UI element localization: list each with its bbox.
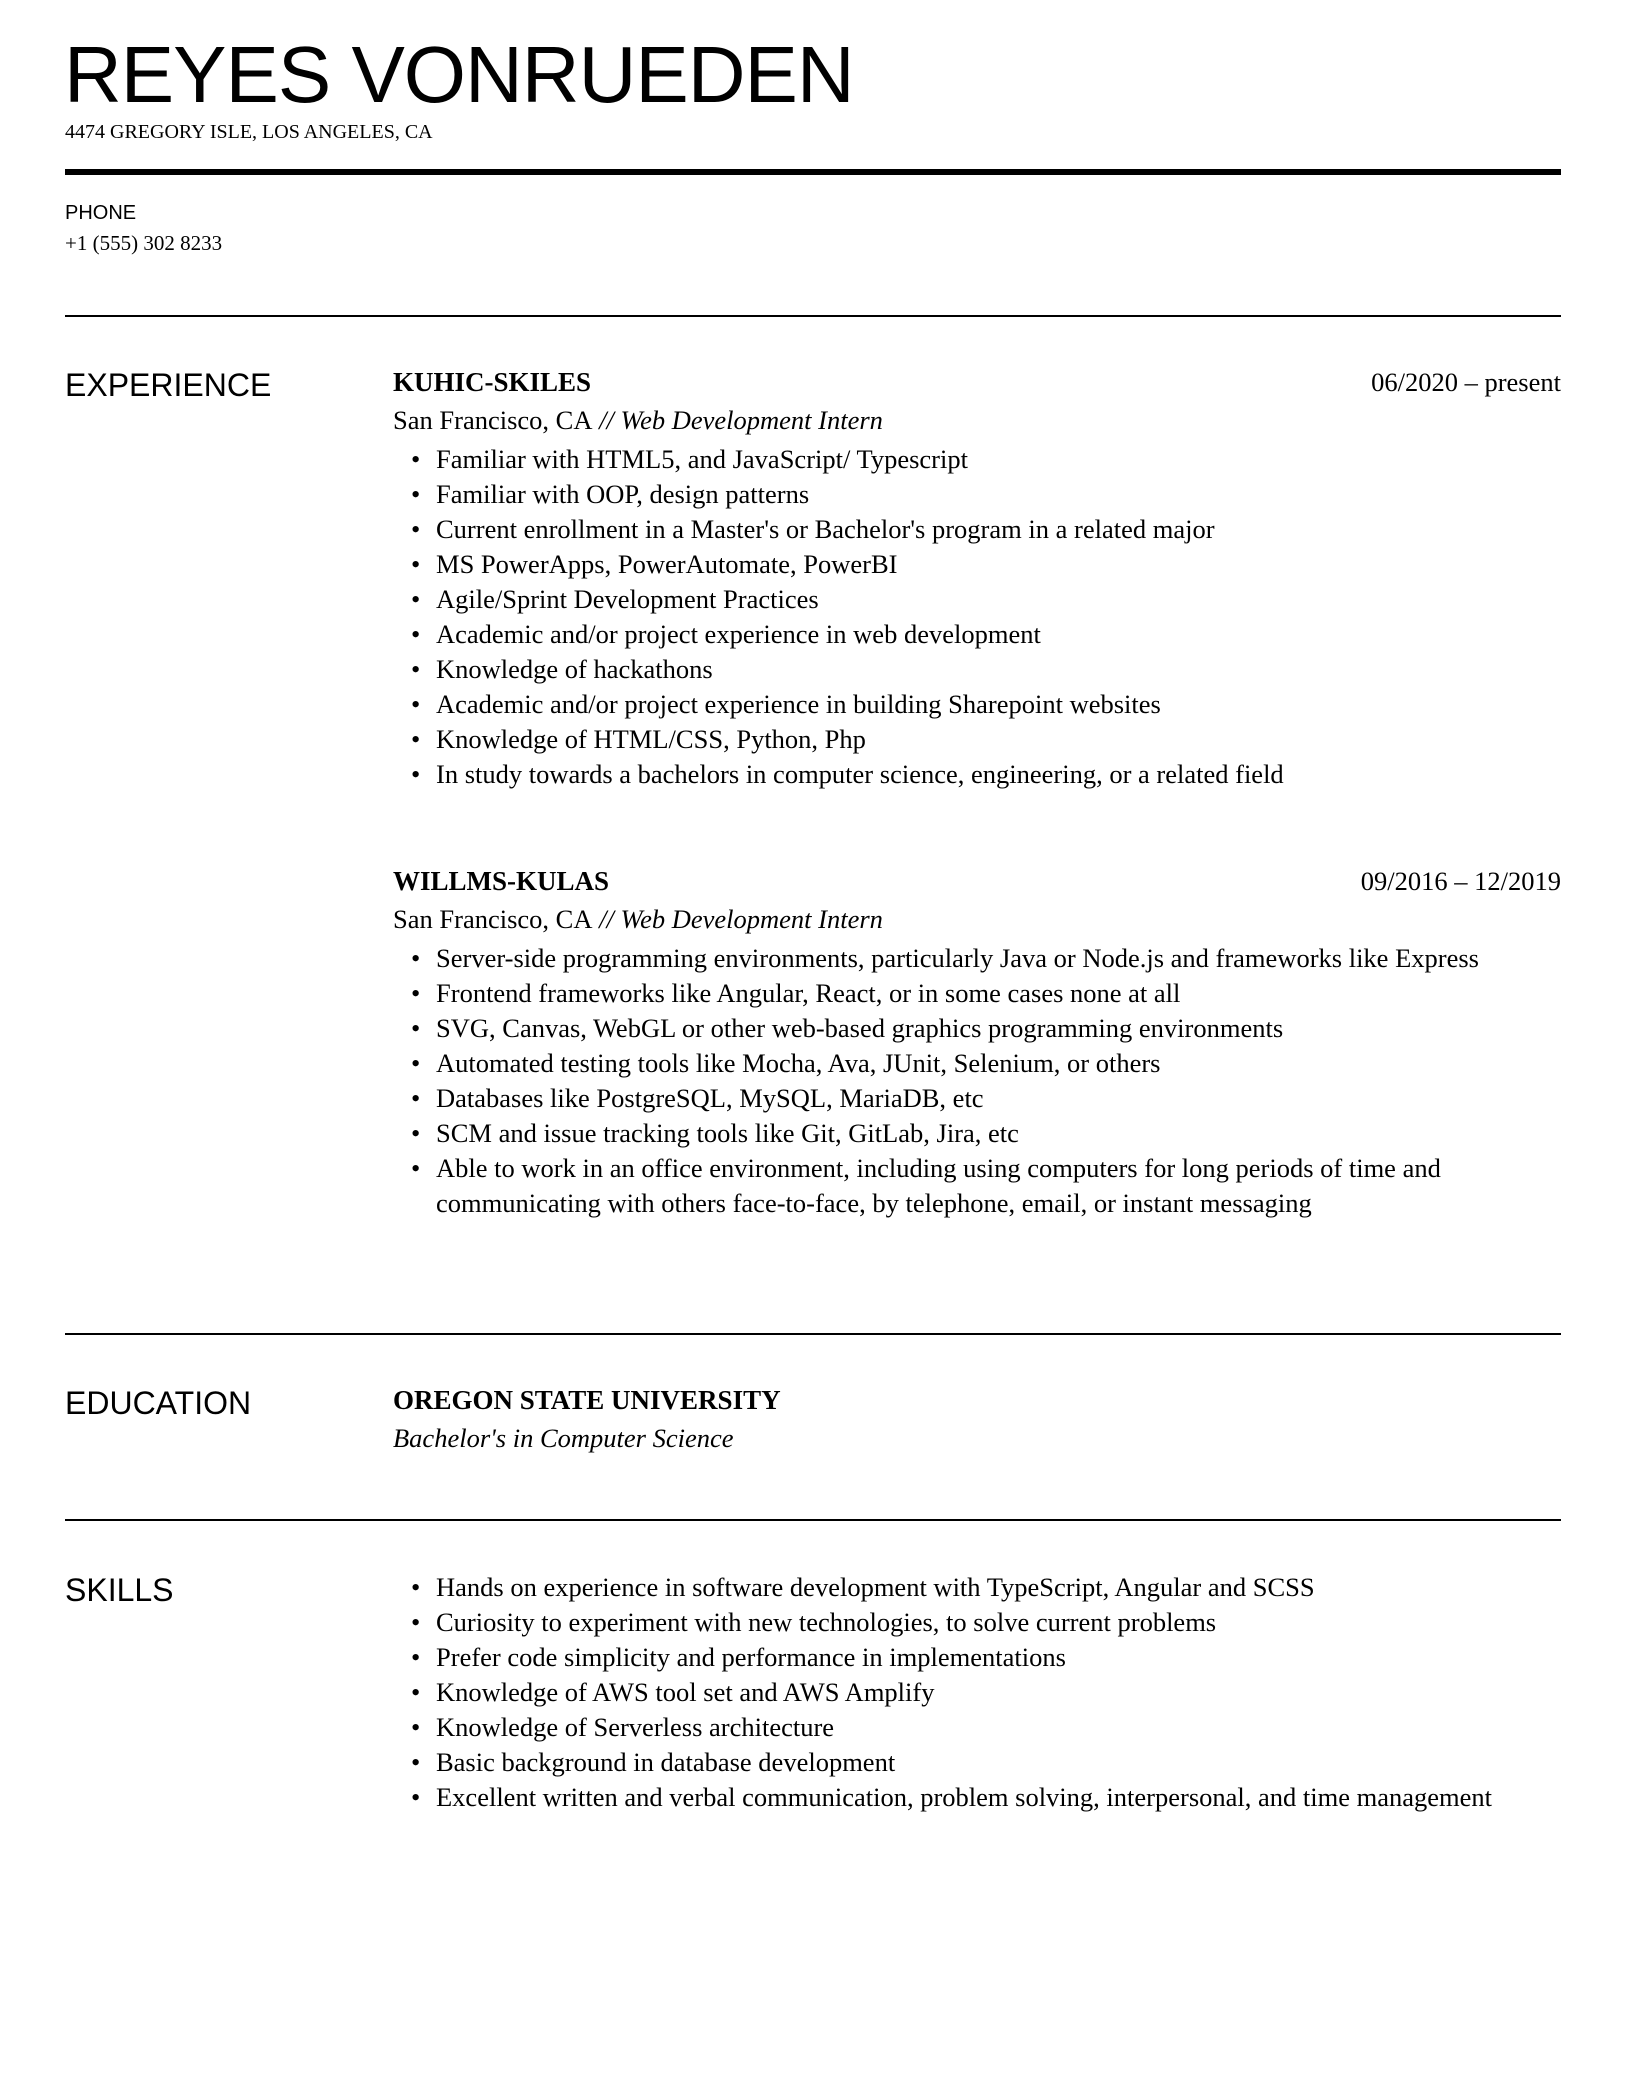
- skills-heading: SKILLS: [65, 1572, 174, 1608]
- list-item: • Knowledge of AWS tool set and AWS Amplify: [393, 1675, 1561, 1710]
- list-item: • Agile/Sprint Development Practices: [393, 582, 1561, 617]
- experience-heading: EXPERIENCE: [65, 367, 272, 403]
- list-item: • Academic and/or project experience in building Sharepoint websites: [393, 687, 1561, 722]
- divider: [65, 1333, 1561, 1335]
- list-item: • SCM and issue tracking tools like Git, GitLab, Jira, etc: [393, 1116, 1561, 1151]
- list-item: • Current enrollment in a Master's or Bachelor's program in a related major: [393, 512, 1561, 547]
- education-entry: [393, 1382, 1561, 1458]
- company-name: WILLMS-KULAS: [393, 866, 610, 896]
- separator: //: [592, 405, 621, 435]
- phone-label: PHONE: [65, 202, 137, 224]
- header-divider: [65, 169, 1561, 175]
- job-title: Web Development Intern: [620, 405, 883, 435]
- list-item: • Prefer code simplicity and performance in implementations: [393, 1640, 1561, 1675]
- job-bullets: [393, 941, 1561, 1221]
- list-item: • Familiar with OOP, design patterns: [393, 477, 1561, 512]
- list-item: • Able to work in an office environment, including using computers for long periods of time and communicating with others face-to-face, by telephone, email, or instant messaging: [393, 1151, 1561, 1221]
- list-item: • Hands on experience in software development with TypeScript, Angular and SCSS: [393, 1570, 1561, 1605]
- list-item: • Excellent written and verbal communication, problem solving, interpersonal, and time management: [393, 1780, 1561, 1815]
- list-item: • Databases like PostgreSQL, MySQL, MariaDB, etc: [393, 1081, 1561, 1116]
- list-item: • In study towards a bachelors in computer science, engineering, or a related field: [393, 757, 1561, 792]
- list-item: • Academic and/or project experience in web development: [393, 617, 1561, 652]
- list-item: • Curiosity to experiment with new technologies, to solve current problems: [393, 1605, 1561, 1640]
- list-item: • Frontend frameworks like Angular, React, or in some cases none at all: [393, 976, 1561, 1011]
- phone-number: +1 (555) 302 8233: [65, 231, 223, 255]
- job-dates: 06/2020 – present: [1371, 367, 1561, 397]
- list-item: • Knowledge of Serverless architecture: [393, 1710, 1561, 1745]
- divider: [65, 315, 1561, 317]
- list-item: • Knowledge of hackathons: [393, 652, 1561, 687]
- job-entry: [393, 364, 1561, 792]
- skills-list: [393, 1568, 1561, 1815]
- job-location: San Francisco, CA: [393, 405, 593, 435]
- address: 4474 GREGORY ISLE, LOS ANGELES, CA: [65, 121, 433, 143]
- list-item: • Familiar with HTML5, and JavaScript/ Typescript: [393, 442, 1561, 477]
- job-title: Web Development Intern: [620, 904, 883, 934]
- school-name: OREGON STATE UNIVERSITY: [393, 1385, 781, 1415]
- job-dates: 09/2016 – 12/2019: [1360, 866, 1561, 896]
- education-heading: EDUCATION: [65, 1385, 252, 1421]
- list-item: • Knowledge of HTML/CSS, Python, Php: [393, 722, 1561, 757]
- candidate-name: REYES VONRUEDEN: [64, 30, 854, 119]
- company-name: KUHIC-SKILES: [393, 367, 592, 397]
- list-item: • SVG, Canvas, WebGL or other web-based graphics programming environments: [393, 1011, 1561, 1046]
- job-bullets: [393, 442, 1561, 792]
- degree: Bachelor's in Computer Science: [393, 1423, 734, 1453]
- job-location: San Francisco, CA: [393, 904, 593, 934]
- separator: //: [592, 904, 621, 934]
- list-item: • Automated testing tools like Mocha, Ava, JUnit, Selenium, or others: [393, 1046, 1561, 1081]
- list-item: • Server-side programming environments, particularly Java or Node.js and frameworks like Express: [393, 941, 1561, 976]
- job-entry: [393, 863, 1561, 1221]
- list-item: • MS PowerApps, PowerAutomate, PowerBI: [393, 547, 1561, 582]
- divider: [65, 1519, 1561, 1521]
- list-item: • Basic background in database development: [393, 1745, 1561, 1780]
